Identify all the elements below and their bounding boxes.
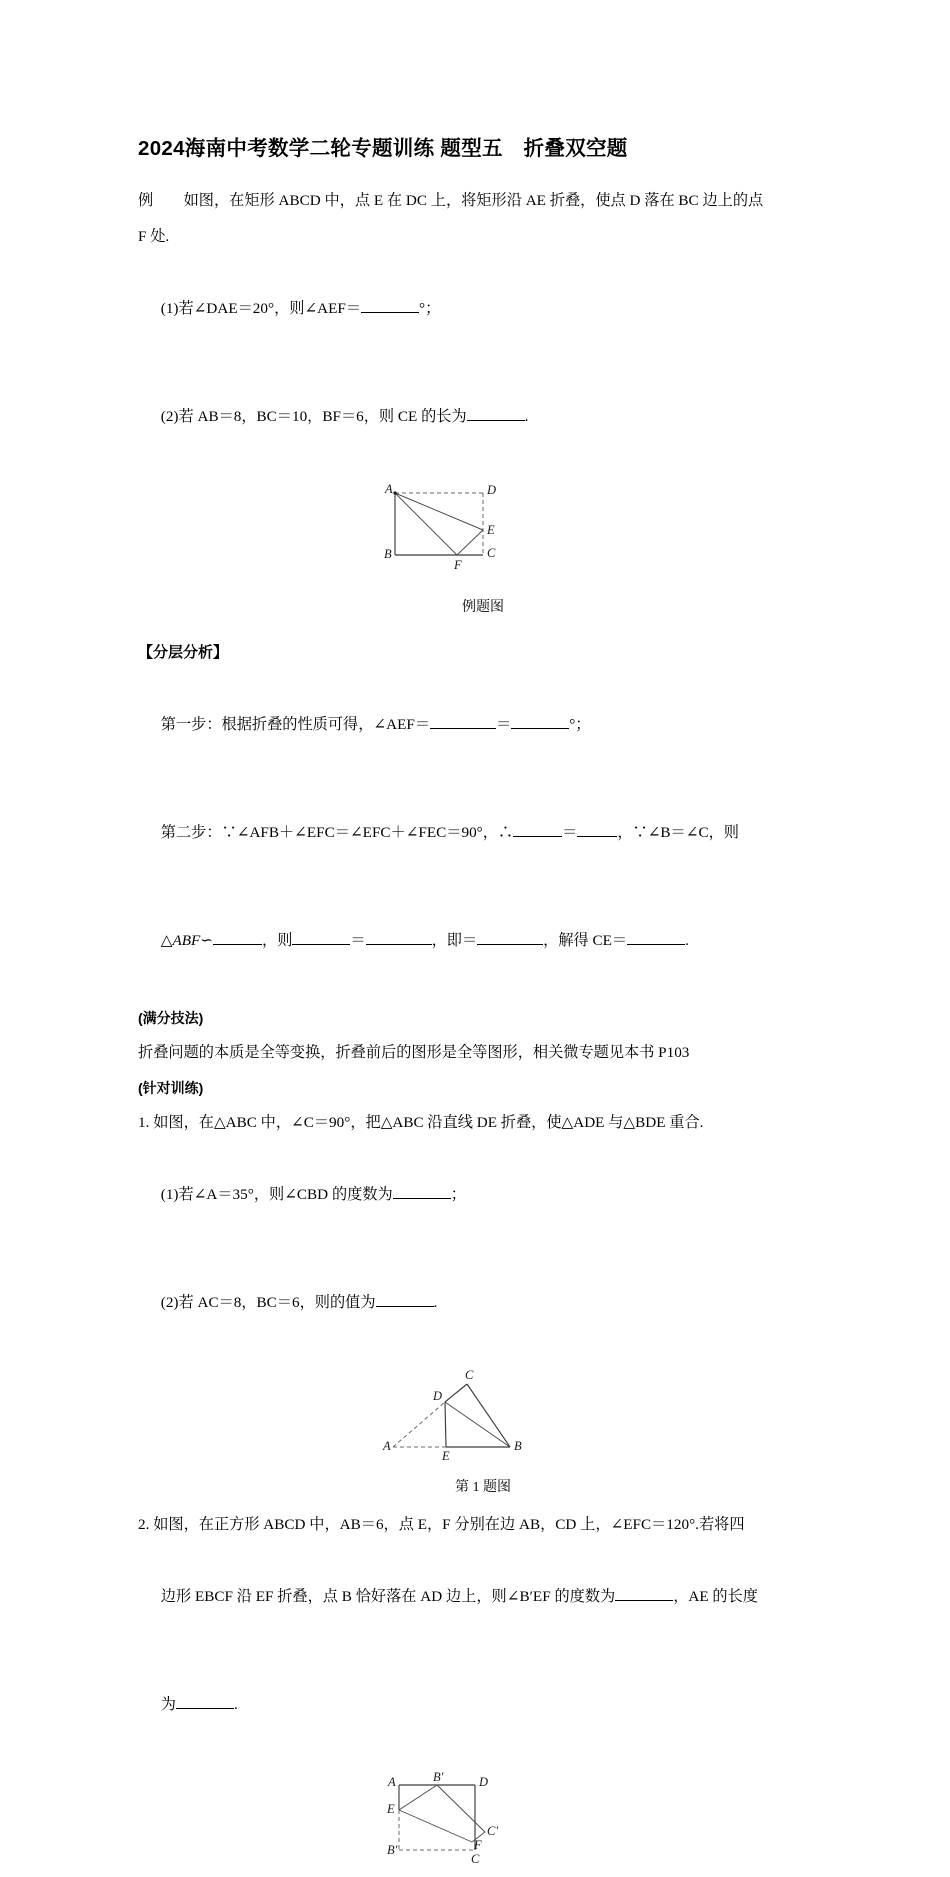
- analysis-step1-text: 第一步：根据折叠的性质可得，∠AEF＝: [160, 716, 431, 733]
- example-q1-suffix: °；: [419, 300, 441, 317]
- label-D: D: [487, 483, 497, 497]
- practice-q2-figure: [138, 1770, 828, 1877]
- example-q1-text: (1)若∠DAE＝20°，则∠AEF＝: [160, 300, 362, 317]
- practice-q1-part1-suffix: ；: [450, 1186, 466, 1203]
- practice-q1-stem: 1. 如图，在△ABC 中，∠C＝90°，把△ABC 沿直线 DE 折叠，使△ADE 与△BDE 重合.: [138, 1114, 704, 1131]
- square-fold-figure: [383, 1770, 583, 1877]
- example-question-1: [138, 255, 828, 363]
- answer-blank[interactable]: [376, 1306, 434, 1307]
- example-stem-line2: F 处.: [138, 228, 170, 245]
- practice-q1-part2-suffix: .: [433, 1294, 438, 1311]
- analysis-step3-f: .: [685, 932, 689, 949]
- example-q2-text: (2)若 AB＝8，BC＝10，BF＝6，则 CE 的长为: [160, 408, 467, 425]
- label-C-prime: C′: [487, 1824, 499, 1838]
- practice-q1-part2-text: (2)若 AC＝8，BC＝6，则的值为: [160, 1294, 376, 1311]
- answer-blank[interactable]: [366, 944, 432, 945]
- answer-blank[interactable]: [213, 944, 262, 945]
- analysis-step3-b: ，则: [262, 932, 293, 949]
- label-B-prime-bottom: B′: [387, 1843, 398, 1857]
- label-E: E: [487, 523, 495, 537]
- label-A: A: [388, 1775, 396, 1789]
- answer-blank[interactable]: [393, 1198, 451, 1199]
- answer-blank[interactable]: [467, 420, 525, 421]
- practice-q1-figure-caption: 第 1 题图: [455, 1480, 511, 1495]
- label-B: B: [514, 1439, 522, 1453]
- tips-heading: (满分技法): [138, 1010, 204, 1026]
- label-E: E: [442, 1449, 450, 1463]
- answer-blank[interactable]: [292, 944, 350, 945]
- analysis-step2-c: ，∵∠B＝∠C，则: [617, 824, 739, 841]
- analysis-step-2: [138, 779, 828, 887]
- practice-q1-part2: [138, 1249, 828, 1357]
- practice-q2-line3: [138, 1651, 828, 1759]
- label-D: D: [433, 1389, 443, 1403]
- analysis-step3-d: ，即＝: [431, 932, 478, 949]
- page-content: [138, 0, 828, 1877]
- analysis-step-3: [138, 887, 828, 995]
- answer-blank[interactable]: [615, 1600, 673, 1601]
- rectangle-fold-figure: [383, 482, 583, 581]
- example-stem-line1: 例 如图，在矩形 ABCD 中，点 E 在 DC 上，将矩形沿 AE 折叠，使点 D 落在 BC 边上的点: [138, 192, 764, 209]
- analysis-step3-e: ，解得 CE＝: [543, 932, 628, 949]
- analysis-step3-c: ＝: [350, 932, 366, 949]
- answer-blank[interactable]: [430, 728, 496, 729]
- label-C-bottom: C: [471, 1852, 480, 1866]
- label-C: C: [465, 1368, 474, 1382]
- practice-q2-line2-mid: ，AE 的长度: [673, 1588, 758, 1605]
- practice-q2-line3-suffix: .: [233, 1696, 238, 1713]
- label-A: A: [383, 1439, 391, 1453]
- analysis-step-1: [138, 671, 828, 779]
- label-D: D: [479, 1775, 489, 1789]
- label-B: B: [384, 547, 392, 561]
- practice-q2-line2: [138, 1543, 828, 1651]
- vertex-dot: [393, 491, 396, 494]
- practice-q1-part1-text: (1)若∠A＝35°，则∠CBD 的度数为: [160, 1186, 393, 1203]
- answer-blank[interactable]: [513, 836, 562, 837]
- example-figure-caption: 例题图: [462, 600, 504, 615]
- analysis-step1-mid: ＝: [496, 716, 512, 733]
- label-E: E: [387, 1802, 395, 1816]
- analysis-step3-a: △ABF∽: [160, 932, 214, 949]
- analysis-step1-suffix: °；: [569, 716, 591, 733]
- answer-blank[interactable]: [477, 944, 543, 945]
- practice-q2-line1: 2. 如图，在正方形 ABCD 中，AB＝6，点 E，F 分别在边 AB，CD 上，∠EFC＝120°.若将四: [138, 1516, 745, 1533]
- answer-blank[interactable]: [361, 312, 419, 313]
- analysis-step2-a: 第二步：∵∠AFB＋∠EFC＝∠EFC＋∠FEC＝90°，∴: [160, 824, 514, 841]
- label-F: F: [474, 1838, 482, 1852]
- answer-blank[interactable]: [176, 1708, 234, 1709]
- answer-blank[interactable]: [577, 836, 617, 837]
- example-q2-suffix: .: [524, 408, 529, 425]
- triangle-fold-figure: [383, 1369, 583, 1461]
- example-question-2: [138, 363, 828, 471]
- analysis-heading: 【分层分析】: [138, 644, 229, 661]
- label-C: C: [487, 546, 496, 560]
- practice-q2-line2-text: 边形 EBCF 沿 EF 折叠，点 B 恰好落在 AD 边上，则∠B′EF 的度数为: [160, 1588, 616, 1605]
- practice-heading: (针对训练): [138, 1080, 204, 1096]
- example-figure: [138, 482, 828, 581]
- practice-q1-figure: [138, 1369, 828, 1461]
- answer-blank[interactable]: [627, 944, 685, 945]
- practice-q2-line3-text: 为: [160, 1696, 176, 1713]
- label-A: A: [385, 482, 393, 496]
- analysis-step2-b: ＝: [562, 824, 578, 841]
- tips-body: 折叠问题的本质是全等变换，折叠前后的图形是全等图形，相关微专题见本书 P103: [138, 1044, 690, 1061]
- page-title: 2024海南中考数学二轮专题训练 题型五 折叠双空题: [138, 137, 628, 160]
- practice-q1-part1: [138, 1141, 828, 1249]
- label-B-prime-top: B′: [433, 1770, 444, 1784]
- label-F: F: [454, 558, 462, 572]
- answer-blank[interactable]: [511, 728, 569, 729]
